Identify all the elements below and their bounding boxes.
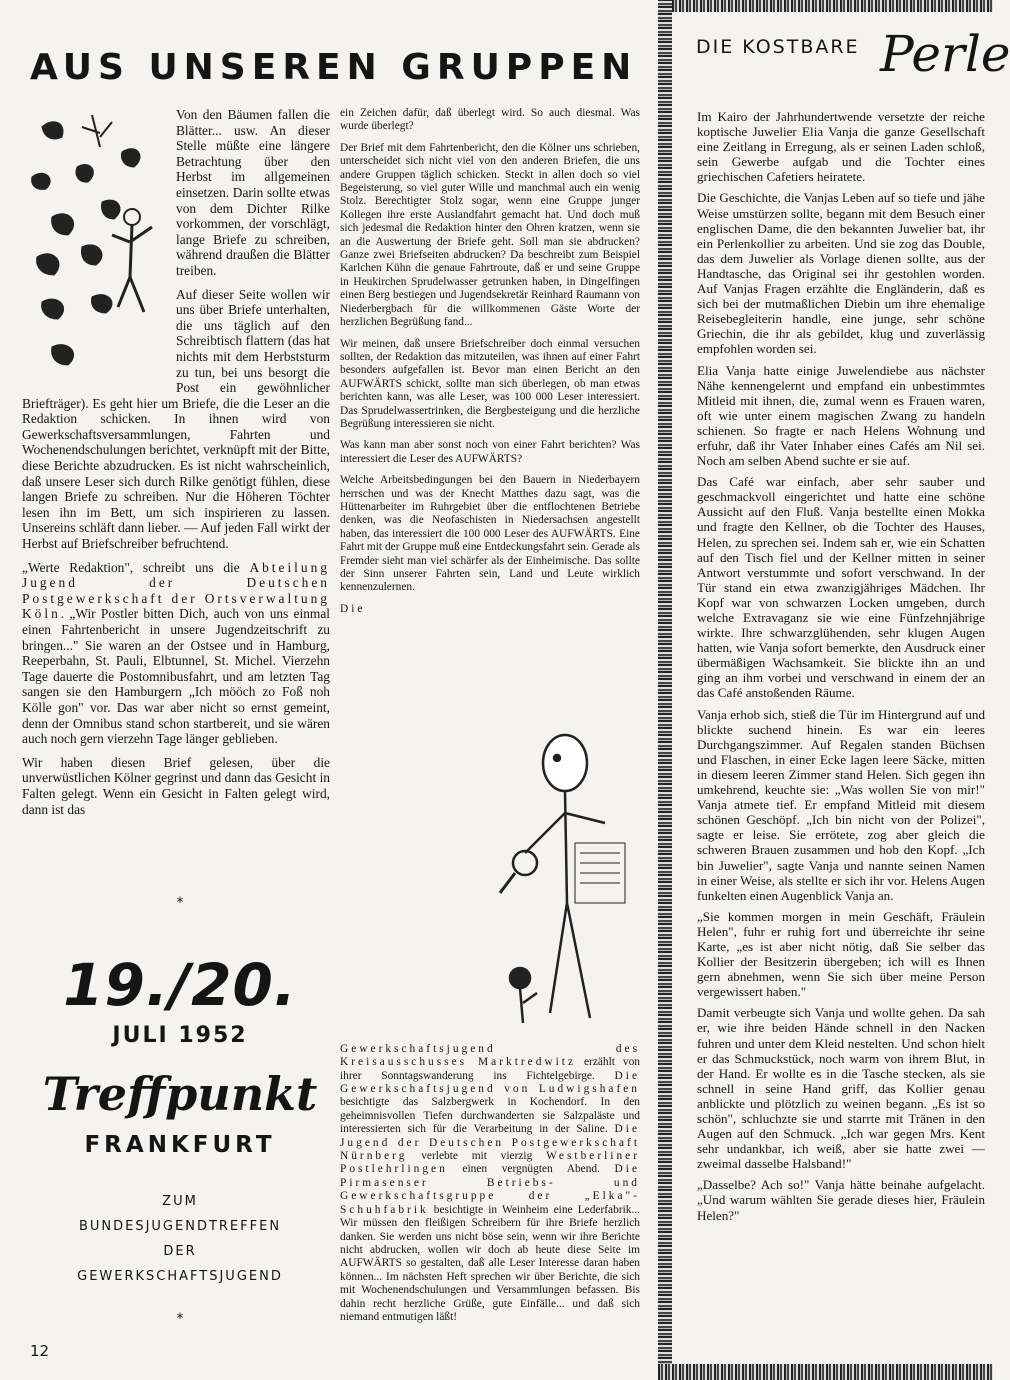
event-subtitle-line: GEWERKSCHAFTSJUGEND — [77, 1269, 283, 1284]
page-headline: AUS UNSEREN GRUPPEN — [30, 47, 638, 88]
story-heading — [696, 25, 1010, 92]
event-title: Treffpunkt — [42, 1067, 318, 1121]
paragraph: Elia Vanja hatte einige Juwelendiebe aus nächster Nähe kennengelernt und empfand ein unbestimmtes Mitleid mit ihnen, die, zumal wenn es Frauen waren, oft wie unter einem magischen Zwang zu handeln schienen. So fragte er nach Helens Wohnung und erfuhr, daß ihr Vater Inhaber eines Cafés am Nil sei. Noch am selben Abend suchte er sie auf. — [697, 362, 985, 469]
paragraph: ein Zeichen dafür, daß überlegt wird. So auch diesmal. Was wurde überlegt? — [340, 107, 640, 133]
text-run-spaced: Die Jugend der Deutschen Postgewerkschaft Nürnberg — [340, 1123, 640, 1163]
article-column-middle — [340, 107, 640, 1332]
article-column-left — [22, 107, 330, 825]
reader-figure-illustration — [495, 703, 640, 1043]
text-run: verlebte mit vierzig — [407, 1150, 547, 1163]
paragraph: Von den Bäumen fallen die Blätter... usw. An dieser Stelle müßte eine längere Betrachtung über den Herbst im allgemeinen einsetzen. Darin sollte etwas von dem Dichter Rilke vorkommen, der vorschlägt, lange Briefe zu schreiben, während draußen die Blätter treiben. — [176, 107, 330, 278]
paragraph: Der Brief mit dem Fahrtenbericht, den die Kölner uns schrieben, unterscheidet sich nicht viel von den anderen Briefen, die uns andere Gruppen täglich schicken. Steckt in allen doch so viel Begeisterung, so viel guter Wille und manchmal auch ein wenig Stolz. Berechtigter Stolz sogar, wenn eine Gruppe junger Kollegen ihre erste Auslandfahrt gemacht hat. Und doch muß sich jedesmal die Redaktion hinter den Ohren kratzen, wenn sie an die Auswertung der Briefe geht. Soll man sie abdrucken? Ganze zwei Briefseiten abdrucken? Da beschreibt zum Beispiel Karlchen Kühn die genaue Fahrtroute, daß er und seine Gruppe in Heukirchen Sprudelwasser getrunken haben, in Dingelfingen einen Berg bestiegen und Jugendsekretär Reinhard Raumann von Niederbergbach für die willkommenen Gäste Worte der herzlichen Begrüßung fand... — [340, 141, 640, 329]
paragraph: Was kann man aber sonst noch von einer Fahrt berichten? Was interessiert die Leser des AUFWÄRTS? — [340, 439, 640, 465]
text-run: besichtigte das Salzbergwerk in Kochendorf. In den geheimnisvollen Tiefen durchwanderten sie Salzpaläste und interessierten sich für die Verarbeitung in der Saline. — [340, 1096, 640, 1136]
page-number: 12 — [30, 1342, 50, 1360]
text-run: besichtigte in Weinheim eine Lederfabrik... Wir müssen den fleißigen Schreibern für ihre Briefe herzlich danken. Sie werden uns nicht böse sein, wenn wir ihre Berichte nicht abdrucken, wollen wir doch ab heute diese Seite im AUFWÄRTS so gestalten, daß alle Leser Interesse daran haben können... Im nächsten Heft sprechen wir über Berichte, die sich mit Wochenendschulungen und Versammlungen befassen. Bis dahin recht herzliche Grüße, gute Einfälle... und daß sich niemand entmutigen läßt! — [340, 1203, 640, 1323]
paragraph: „Dasselbe? Ach so!" Vanja hätte beinahe aufgelacht. „Und warum wählten Sie gerade dieses hier, Fräulein Helen?" — [697, 1177, 985, 1223]
event-month-year: JULI 1952 — [112, 1023, 248, 1048]
text-run-spaced: Abteilung Jugend der Deutschen Postgewerkschaft der Ortsverwaltung Köln — [22, 559, 330, 622]
text-run: einen vergnügten Abend. — [447, 1163, 615, 1176]
paragraph: Auf dieser Seite wollen wir uns über Briefe unterhalten, die uns täglich auf den Schreibtisch flattern (das hat nichts mit dem Herbststurm zu tun, bei uns besorgt die Post ein gewöhnlicher Briefträger). Es geht hier um Briefe, die die Leser an die Redaktion schicken. In ihnen wird von Gewerkschaftsversammlungen, Fahrten und Wochenendschulungen berichtet, verknüpft mit der Bitte, diese Berichte abzudrucken. Es ist nicht wahrscheinlich, daß unsere Leser sich durch Rilke genötigt fühlen, diese langen Briefe zu schreiben. Nur die Höheren Töchter lesen ihn im Bett, um sich inspirieren zu lassen. Unsereins schläft dann lieber. — Auf jeden Fall wirkt der Herbst auf Briefschreiber befruchtend. — [22, 286, 330, 552]
event-subtitle-line: DER — [163, 1244, 197, 1259]
paragraph: Welche Arbeitsbedingungen bei den Bauern in Niederbayern herrschen und was der Knecht Matthes dazu sagt, was die Hüttenarbeiter im Ruhrgebiet über die entflochtenen Betriebe denken, was die Neofaschisten in Niedersachsen angestellt haben, das interessiert die 100 000 Leser des AUFWÄRTS. Eine Fahrt mit der Gruppe muß eine Entdeckungsfahrt sein. Gerade als Fremder sieht man viel schärfer als der Einheimische. Das sollte der Sinn unserer Fahrten sein, Land und Leute wirklich kennenzulernen. — [340, 474, 640, 594]
decorative-border-top — [658, 0, 993, 12]
paragraph — [22, 560, 330, 747]
treffpunkt-announcement — [30, 895, 330, 1327]
story-heading-title: Perle — [880, 25, 1010, 83]
event-subtitle-line: BUNDESJUGENDTREFFEN — [78, 1219, 282, 1234]
text-run-spaced: Die Gewerkschaftsjugend des Kreisausschusses Marktredwitz — [340, 602, 640, 1069]
star-ornament: * — [176, 895, 184, 911]
paragraph: Das Café war einfach, aber sehr sauber und geschmackvoll eingerichtet und hatte eine schöne Aussicht auf den Fluß. Vanja bestellte einen Mokka und fragte den Kellner, ob die Tochter des Hauses, Helen, zu sprechen sei. Indem sah er, wie ein Schatten auf den Tisch fiel und der Kellner mitten in seiner Antwort verstummte und sofort verschwand. In der Tür stand ein etwa zwanzigjähriges Mädchen. Ihr Kopf war von schwarzen Locken umgeben, durch welche Extravaganz sie wie eine Fünfzehnjährige wirkte. Ihre schwarzglühenden, sehr klugen Augen hatten, wie Vanja sofort bemerkte, den Ausdruck einer übermäßigen Wachsamkeit. Sie blickte ihn an und ging an ihm vorbei und verschwand in einem der an das Café anstoßenden Räume. — [697, 474, 985, 701]
paragraph: Vanja erhob sich, stieß die Tür im Hintergrund auf und blickte suchend hinein. Es war ein leeres Durchgangszimmer. Auf Regalen standen Büchsen und Flaschen, in einer Ecke lagen leere Säcke, mitten in diesem leeren Zimmer stand Helen. Sich gegen ihn umkehrend, keuchte sie: „Was wollen Sie von mir!" Vanja atmete tief. Er empfand Mitleid mit diesem schönen Geschöpf. „Ich bin nicht von der Polizei", sagte er leise. Sie errötete, zog aber gleich die schweren Brauen zusammen und hob den Kopf. „Ich bin Juwelier", sagte Vanja und nannte seinen Namen in einer Weise, als stellte er sich ihr vor. Helens Augen funkelten einen Augenblick Vanja an. — [697, 706, 985, 903]
decorative-border-left — [658, 0, 672, 1380]
text-run-spaced: Die Gewerkschaftsjugend von Ludwigshafen — [340, 1069, 640, 1096]
text-run: „Werte Redaktion", schreibt uns die — [22, 559, 250, 575]
paragraph: „Sie kommen morgen in mein Geschäft, Fräulein Helen", fuhr er ruhig fort und überreichte ihr seine Karte, „es ist aber nicht nötig, daß Sie selber das Kollier der Besitzerin übergeben; ich will es Ihnen gern abnehmen, wenn Sie sich über meine Person vergewissert haben." — [697, 908, 985, 1000]
event-subtitle-line: ZUM — [162, 1194, 198, 1209]
paragraph: Wir haben diesen Brief gelesen, über die unverwüstlichen Kölner gegrinst und dann das Gesicht in Falten gelegt. Wenn ein Gesicht in Falten gelegt wird, dann ist das — [22, 754, 330, 817]
event-date: 19./20. — [63, 951, 297, 1019]
paragraph: Damit verbeugte sich Vanja und wollte gehen. Da sah er, wie ihre beiden Hände schnell in den Nacken fuhren und unter dem Kleid nestelten. Und schon hielt er das Schmuckstück, noch warm von ihrem Blut, in der Hand. Er wollte es in die Tasche stecken, als sie schnell in seine Hand griff, das Kollier genau anblickte und plötzlich zu weinen begann. „Es ist so schön", schluchzte sie und starrte mit Tränen in den Augen auf den Schmuck. „Ich war gegen Mrs. Kent sehr undankbar, ich weiß, aber sie hatte zwei — zweimal dasselbe Halsband!" — [697, 1005, 985, 1172]
text-run-spaced: Westberliner Postlehrlingen — [340, 1150, 640, 1176]
story-column — [697, 109, 985, 1229]
text-run: . „Wir Postler bitten Dich, auch von uns einmal einen Fahrtenbericht in unsere Jugendzeitschrift zu bringen..." Sie waren an der Ostsee und in Hamburg, Reeperbahn, St. Pauli, Elbtunnel, St. Michel. Vierzehn Tage dauerte die Postomnibusfahrt, und am letzten Tag sangen sie den Hamburgern „Ich mööch zo Foß noh Kölle gon" vor. Das war aber nicht so ernst gemeint, denn der Omnibus stand schon startbereit, und sie wären auch noch gern vierzehn Tage länger geblieben. — [22, 606, 330, 747]
text-run-spaced: Die Pirmasenser Betriebs- und Gewerkschaftsgruppe der „Elka"-Schuhfabrik — [340, 1163, 640, 1216]
event-city: FRANKFURT — [84, 1132, 276, 1158]
text-run: erzählt von ihrer Sonntagswanderung ins Fichtelgebirge. — [340, 1056, 640, 1082]
decorative-border-bottom — [658, 1364, 993, 1380]
paragraph: Wir meinen, daß unsere Briefschreiber doch einmal versuchen sollten, der Redaktion das mitzuteilen, was ihnen auf einer Fahrt besonders aufgefallen ist. Bevor man einen Bericht an den AUFWÄRTS schickt, sollte man sich überlegen, ob man etwas berichten kann, was alle Leser, was 100 000 Leser interessiert. Das Sprudelwassertrinken, die Bergbesteigung und die herzliche Begrüßung interessieren sie nicht. — [340, 337, 640, 430]
paragraph: Im Kairo der Jahrhundertwende versetzte der reiche koptische Juwelier Elia Vanja die ganze Gesellschaft eine Zeitlang in Erregung, als er seinen Laden schloß, sein Gewerbe aufgab und die Tochter eines griechischen Cafetiers heiratete. — [697, 109, 985, 185]
falling-leaves-illustration — [22, 107, 172, 379]
paragraph: Die Geschichte, die Vanjas Leben auf so tiefe und jähe Weise umstürzen sollte, begann mit dem Besuch einer englischen Dame, die den bekannten Juwelier bat, ihr ein Perlenkollier zu arbeiten. Und sie zog das Double, das dem Juwelier als Vorlage dienen sollte, aus der Handtasche, das Original sei ihr gestohlen worden. Auf Vanjas Fragen erzählte die Engländerin, daß es sich bei der mutmaßlichen Diebin um ihre ehemalige Reisebegleiterin handle, eine junge, sehr schöne Griechin, die ihr als gebildet, klug und zuverlässig empfohlen worden sei. — [697, 190, 985, 357]
story-heading-prefix: DIE KOSTBARE — [696, 36, 860, 58]
star-ornament: * — [176, 1311, 184, 1327]
